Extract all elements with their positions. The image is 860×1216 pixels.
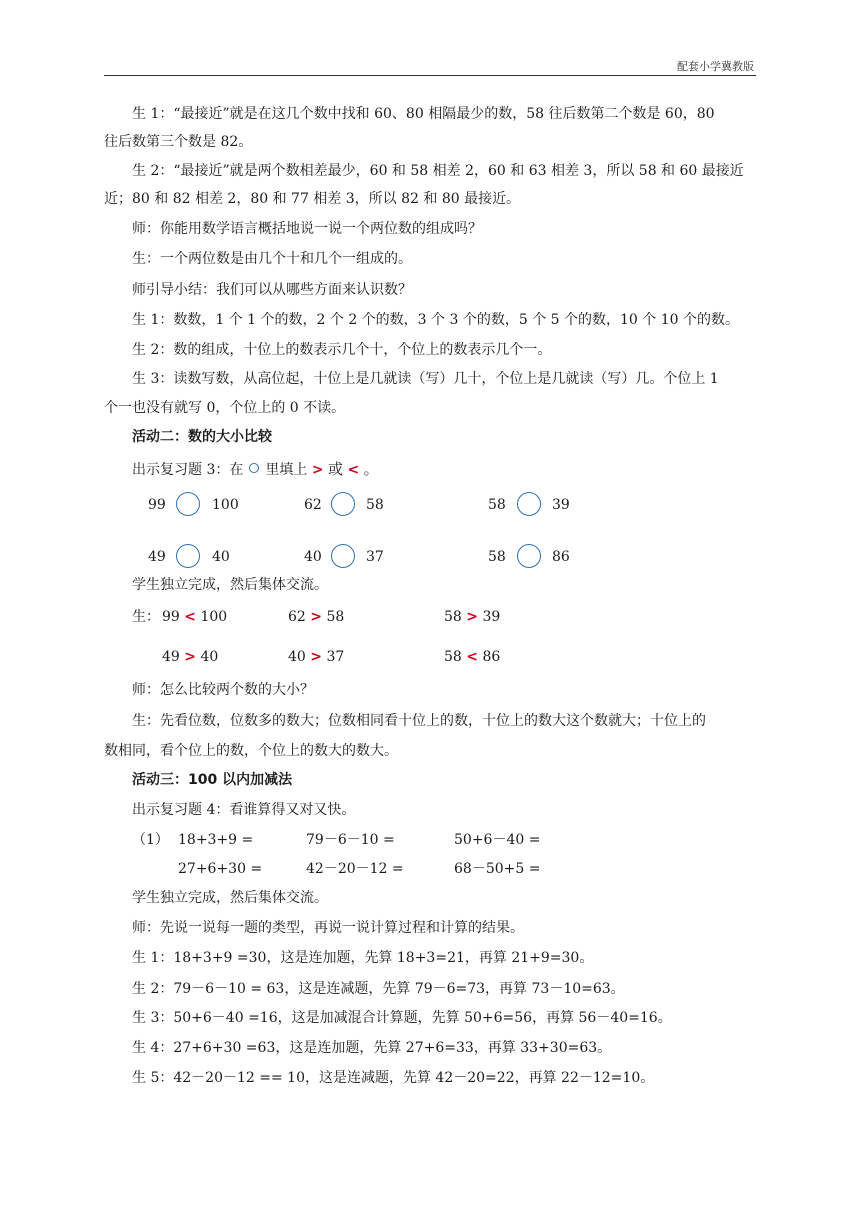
answer-circle[interactable] <box>517 492 541 516</box>
compare-right: 86 <box>552 549 570 565</box>
prompt-pre: 出示复习题 3：在 <box>132 462 244 478</box>
answer-expr: 40 > 37 <box>288 649 345 665</box>
exercise-item: 42－20－12 = <box>306 861 404 877</box>
compare-left: 40 <box>304 549 322 565</box>
para-9: 生 2：数的组成，十位上的数表示几个十，个位上的数表示几个一。 <box>132 342 552 358</box>
answer-expr: 58 < 86 <box>444 649 501 665</box>
compare-left: 49 <box>148 549 166 565</box>
answer-circle[interactable] <box>331 544 355 568</box>
para-5: 师：你能用数学语言概括地说一说一个两位数的组成吗？ <box>132 221 482 237</box>
para-7: 师引导小结：我们可以从哪些方面来认识数？ <box>132 282 412 298</box>
header-title: 配套小学冀教版 <box>677 60 754 73</box>
para-4: 近；80 和 82 相差 2，80 和 77 相差 3，所以 82 和 80 最接近。 <box>104 191 521 207</box>
answer-prefix: 生： <box>132 609 160 625</box>
para-8: 生 1：数数，1 个 1 个的数，2 个 2 个的数，3 个 3 个的数，5 个 5 个的数，10 个 10 个的数。 <box>132 312 739 328</box>
answer-expr: 49 > 40 <box>162 649 219 665</box>
activity3-student-4: 生 4：27+6+30 =63，这是连加题，先算 27+6=33，再算 33+30=63。 <box>132 1040 612 1056</box>
gt-sign: > <box>311 462 324 478</box>
para-10: 生 3：读数写数，从高位起，十位上是几就读（写）几十，个位上是几就读（写）几。个位上 1 <box>132 371 719 387</box>
activity3-student-3: 生 3：50+6－40 =16，这是加减混合计算题，先算 50+6=56，再算 56－40=16。 <box>132 1010 672 1026</box>
answer-expr: 62 > 58 <box>288 609 345 625</box>
compare-left: 99 <box>148 497 166 513</box>
activity3-title: 活动三：100 以内加减法 <box>132 772 293 788</box>
activity2-work: 学生独立完成，然后集体交流。 <box>132 577 328 593</box>
compare-left: 58 <box>488 497 506 513</box>
exercise-item: 79－6－10 = <box>306 832 395 848</box>
compare-right: 39 <box>552 497 570 513</box>
activity2-question: 师：怎么比较两个数的大小？ <box>132 682 314 698</box>
para-2: 往后数第三个数是 82。 <box>104 134 253 150</box>
or-word: 或 <box>328 460 344 478</box>
answer-expr: 99 < 100 <box>162 609 228 625</box>
compare-right: 40 <box>212 549 230 565</box>
para-3: 生 2：“最接近”就是两个数相差最少，60 和 58 相差 2，60 和 63 相差 3，所以 58 和 60 最接近 <box>132 163 744 179</box>
exercise-item: 27+6+30 = <box>178 861 263 877</box>
answer-circle[interactable] <box>176 544 200 568</box>
compare-left: 58 <box>488 549 506 565</box>
activity2-answer-2: 数相同，看个位上的数，个位上的数大的数大。 <box>104 743 398 759</box>
activity3-work: 学生独立完成，然后集体交流。 <box>132 890 328 906</box>
para-11: 个一也没有就写 0，个位上的 0 不读。 <box>104 400 346 416</box>
activity3-prompt: 出示复习题 4：看谁算得又对又快。 <box>132 802 356 818</box>
compare-left: 62 <box>304 497 322 513</box>
exercise-label: （1） <box>132 832 169 848</box>
activity3-student-2: 生 2：79－6－10 = 63，这是连减题，先算 79－6=73，再算 73－10=63。 <box>132 981 625 997</box>
header-rule <box>104 75 756 76</box>
answer-circle[interactable] <box>176 492 200 516</box>
answer-circle[interactable] <box>331 492 355 516</box>
activity2-answer-1: 生：先看位数，位数多的数大；位数相同看十位上的数，十位上的数大这个数就大；十位上的 <box>132 713 706 729</box>
answer-expr: 58 > 39 <box>444 609 501 625</box>
exercise-item: 18+3+9 = <box>178 832 254 848</box>
para-1: 生 1：“最接近”就是在这几个数中找和 60、80 相隔最少的数，58 往后数第二个数是 60，80 <box>132 106 715 122</box>
compare-right: 37 <box>366 549 384 565</box>
compare-right: 58 <box>366 497 384 513</box>
compare-right: 100 <box>212 497 239 513</box>
prompt-end: 。 <box>363 460 379 478</box>
exercise-item: 50+6－40 = <box>454 832 541 848</box>
activity3-student-1: 生 1：18+3+9 =30，这是连加题，先算 18+3=21，再算 21+9=30。 <box>132 950 594 966</box>
para-6: 生：一个两位数是由几个十和几个一组成的。 <box>132 251 412 267</box>
prompt-mid: 里填上 <box>265 462 308 478</box>
lt-sign: < <box>347 462 360 478</box>
page-header <box>0 0 860 80</box>
circle-icon <box>249 463 259 473</box>
activity3-student-5: 生 5：42－20－12 == 10，这是连减题，先算 42－20=22，再算 22－12=10。 <box>132 1070 655 1086</box>
activity3-teacher: 师：先说一说每一题的类型，再说一说计算过程和计算的结果。 <box>132 920 524 936</box>
activity2-prompt <box>132 460 379 479</box>
answer-circle[interactable] <box>517 544 541 568</box>
activity2-title: 活动二：数的大小比较 <box>132 429 272 445</box>
exercise-item: 68－50+5 = <box>454 861 541 877</box>
